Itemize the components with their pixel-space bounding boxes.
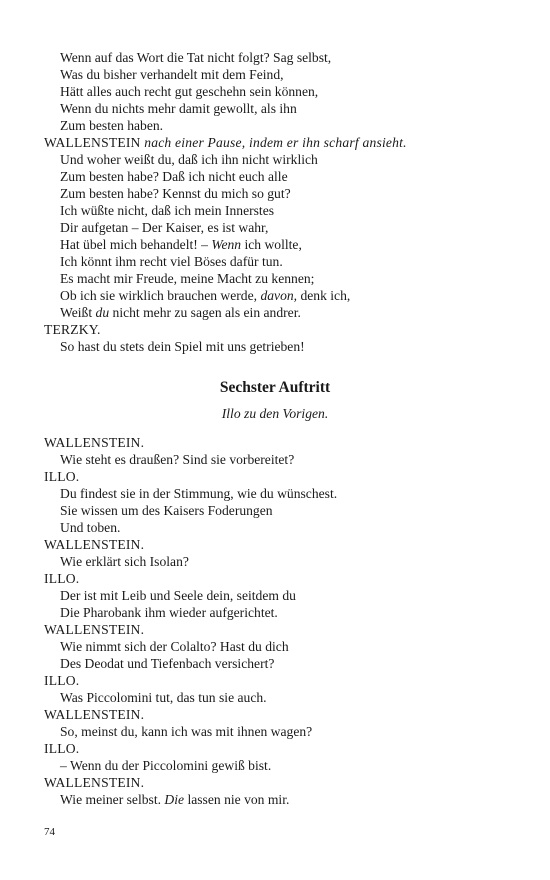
speaker-name: WALLENSTEIN. <box>44 435 145 450</box>
speaker-with-direction <box>44 134 514 151</box>
text-run: nicht mehr zu sagen als ein andrer. <box>109 305 301 320</box>
dialogue-block-top <box>44 49 514 355</box>
verse-line <box>44 236 514 253</box>
stage-direction: nach einer Pause, indem er ihn scharf ansieht. <box>144 135 407 150</box>
verse-line: Wie erklärt sich Isolan? <box>60 554 189 569</box>
verse-line: Und toben. <box>60 520 121 535</box>
emphasis: Wenn <box>211 237 242 252</box>
text-run: lassen nie von mir. <box>184 792 290 807</box>
speaker-name: ILLO. <box>44 571 80 586</box>
text-run: Ob ich sie wirklich brauchen werde, <box>60 288 261 303</box>
verse-line: Zum besten haben. <box>60 118 164 133</box>
speaker-name: WALLENSTEIN. <box>44 707 145 722</box>
verse-line: Dir aufgetan – Der Kaiser, es ist wahr, <box>60 220 269 235</box>
verse-line: Zum besten habe? Kennst du mich so gut? <box>60 186 291 201</box>
verse-line: Ich könnt ihm recht viel Böses dafür tun. <box>60 254 283 269</box>
page-number: 74 <box>44 826 55 838</box>
verse-line: Was du bisher verhandelt mit dem Feind, <box>60 67 284 82</box>
verse-line: Zum besten habe? Daß ich nicht euch alle <box>60 169 288 184</box>
verse-line <box>44 304 514 321</box>
verse-line: Wenn auf das Wort die Tat nicht folgt? Sag selbst, <box>60 50 332 65</box>
verse-line: Wenn du nichts mehr damit gewollt, als ihn <box>60 101 297 116</box>
verse-line: Der ist mit Leib und Seele dein, seitdem du <box>60 588 296 603</box>
verse-line: Und woher weißt du, daß ich ihn nicht wirklich <box>60 152 318 167</box>
speaker-name: WALLENSTEIN. <box>44 622 145 637</box>
scene-title: Sechster Auftritt <box>219 379 331 396</box>
speaker-name: WALLENSTEIN. <box>44 775 145 790</box>
text-run: Weißt <box>60 305 96 320</box>
text-run: Hat übel mich behandelt! – <box>60 237 212 252</box>
speaker-name: WALLENSTEIN <box>44 135 141 150</box>
verse-line: Wie nimmt sich der Colalto? Hast du dich <box>60 639 289 654</box>
text-run: Wie meiner selbst. <box>60 792 165 807</box>
verse-line: Des Deodat und Tiefenbach versichert? <box>60 656 275 671</box>
verse-line: – Wenn du der Piccolomini gewiß bist. <box>60 758 272 773</box>
verse-line: Wie steht es draußen? Sind sie vorbereitet? <box>60 452 295 467</box>
speaker-name: ILLO. <box>44 741 80 756</box>
verse-line: Die Pharobank ihm wieder aufgerichtet. <box>60 605 278 620</box>
emphasis: Die <box>164 792 185 807</box>
verse-line: Du findest sie in der Stimmung, wie du wünschest. <box>60 486 338 501</box>
speaker-name: ILLO. <box>44 469 80 484</box>
verse-line <box>44 791 514 808</box>
speaker-name: TERZKY. <box>44 322 101 337</box>
emphasis: du <box>95 305 110 320</box>
speaker-name: WALLENSTEIN. <box>44 537 145 552</box>
verse-line: So, meinst du, kann ich was mit ihnen wagen? <box>60 724 313 739</box>
verse-line: Es macht mir Freude, meine Macht zu kennen; <box>60 271 315 286</box>
verse-line: Ich wüßte nicht, daß ich mein Innerstes <box>60 203 275 218</box>
text-run: ich wollte, <box>241 237 302 252</box>
verse-line: Hätt alles auch recht gut geschehn sein können, <box>60 84 319 99</box>
verse-line: Was Piccolomini tut, das tun sie auch. <box>60 690 267 705</box>
verse-line: Sie wissen um des Kaisers Foderungen <box>60 503 273 518</box>
speaker-name: ILLO. <box>44 673 80 688</box>
scene-subtitle: Illo zu den Vorigen. <box>221 406 329 421</box>
verse-line: So hast du stets dein Spiel mit uns getrieben! <box>60 339 305 354</box>
verse-line <box>44 287 514 304</box>
dialogue-block-bottom <box>44 434 514 808</box>
text-run: denk ich, <box>297 288 351 303</box>
emphasis: davon, <box>260 288 298 303</box>
